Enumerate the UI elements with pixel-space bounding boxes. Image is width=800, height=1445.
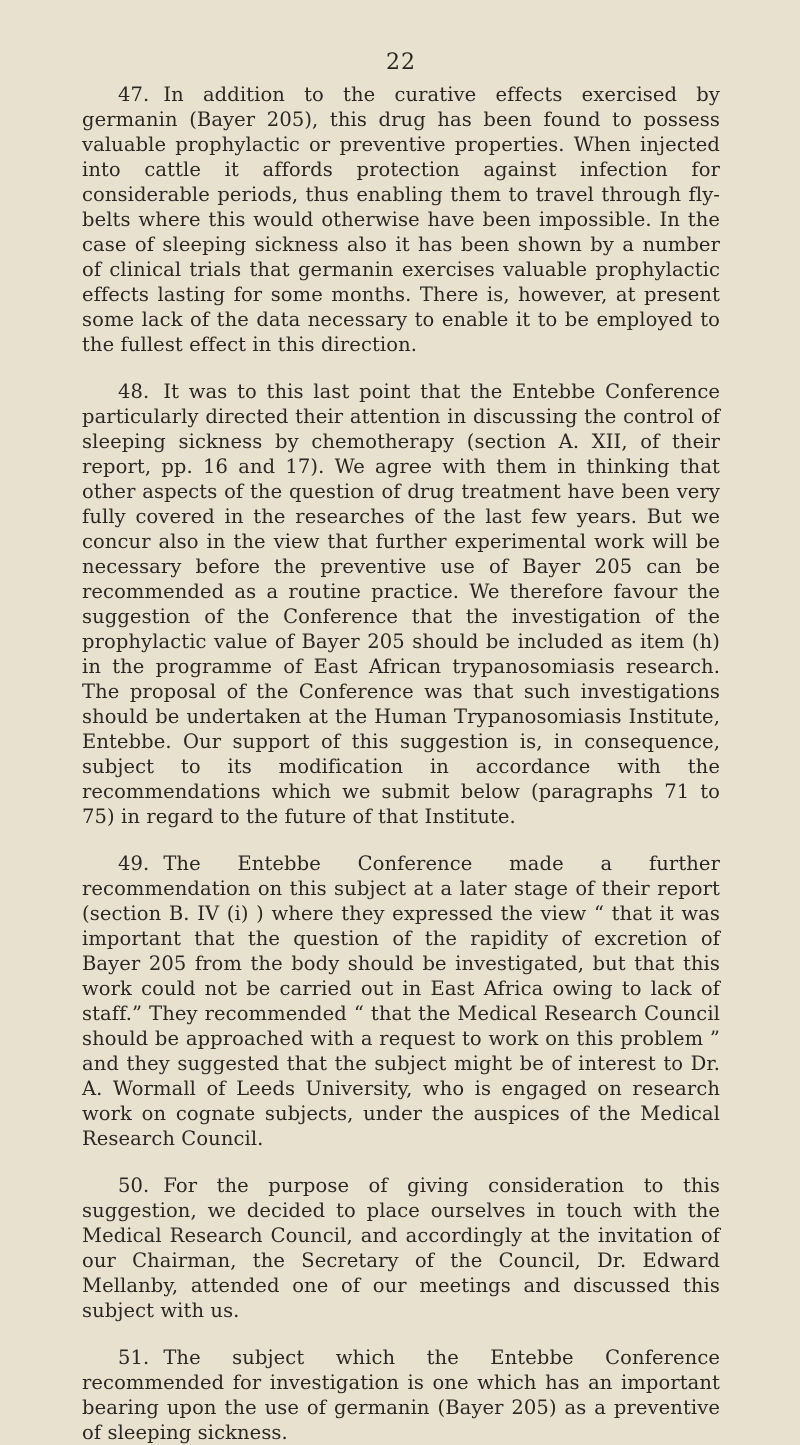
paragraph-49: [82, 851, 720, 1151]
paragraph-48: [82, 379, 720, 829]
paragraph-text: The Entebbe Conference made a further recommendation on this subject at a later stage of their report (section B. IV (i) ) where they expressed the view “ that it was important that the question of the rapidity of excretion of Bayer 205 from the body should be investigated, but that this work could not be carried out in East Africa owing to lack of staff.” They recommended “ that the Medical Research Council should be approached with a request to work on this problem ” and they suggested that the subject might be of interest to Dr. A. Wormall of Leeds University, who is engaged on research work on cognate subjects, under the auspices of the Medical Research Council.: [82, 852, 720, 1150]
paragraph-text: The subject which the Entebbe Conference recommended for investigation is one which has an important bearing upon the use of germanin (Bayer 205) as a preventive of sleeping sickness.: [82, 1346, 720, 1444]
paragraph-text: It was to this last point that the Entebbe Conference particularly directed their attention in discussing the control of sleeping sickness by chemotherapy (section A. XII, of their report, pp. 16 and 17). We agree with them in thinking that other aspects of the question of drug treatment have been very fully covered in the researches of the last few years. But we concur also in the view that further experimental work will be necessary before the preventive use of Bayer 205 can be recommended as a routine practice. We therefore favour the suggestion of the Conference that the investigation of the prophylactic value of Bayer 205 should be included as item (h) in the programme of East African trypanosomiasis research. The proposal of the Conference was that such investigations should be undertaken at the Human Trypanosomiasis Institute, Entebbe. Our support of this suggestion is, in consequence, subject to its modification in accordance with the recommendations which we submit below (paragraphs 71 to 75) in regard to the future of that Institute.: [82, 380, 720, 828]
paragraph-text: For the purpose of giving consideration to this suggestion, we decided to place ourselves in touch with the Medical Research Council, and accordingly at the invitation of our Chairman, the Secretary of the Council, Dr. Edward Mellanby, attended one of our meetings and discussed this subject with us.: [82, 1174, 720, 1322]
page-number: 22: [386, 50, 416, 75]
paragraph-47: [82, 82, 720, 357]
paragraph-number: 51.: [118, 1346, 150, 1369]
paragraph-number: 50.: [118, 1174, 150, 1197]
paragraph-number: 47.: [118, 83, 150, 106]
paragraph-50: [82, 1173, 720, 1323]
paragraph-number: 49.: [118, 852, 150, 875]
paragraph-text: In addition to the curative effects exercised by germanin (Bayer 205), this drug has been found to possess valuable prophylactic or preventive properties. When injected into cattle it affords protection against infection for considerable periods, thus enabling them to travel through fly-belts where this would otherwise have been impossible. In the case of sleeping sickness also it has been shown by a number of clinical trials that germanin exercises valuable prophylactic effects lasting for some months. There is, however, at present some lack of the data necessary to enable it to be employed to the fullest effect in this direction.: [82, 83, 720, 356]
paragraph-51: [82, 1345, 720, 1445]
paragraph-number: 48.: [118, 380, 150, 403]
